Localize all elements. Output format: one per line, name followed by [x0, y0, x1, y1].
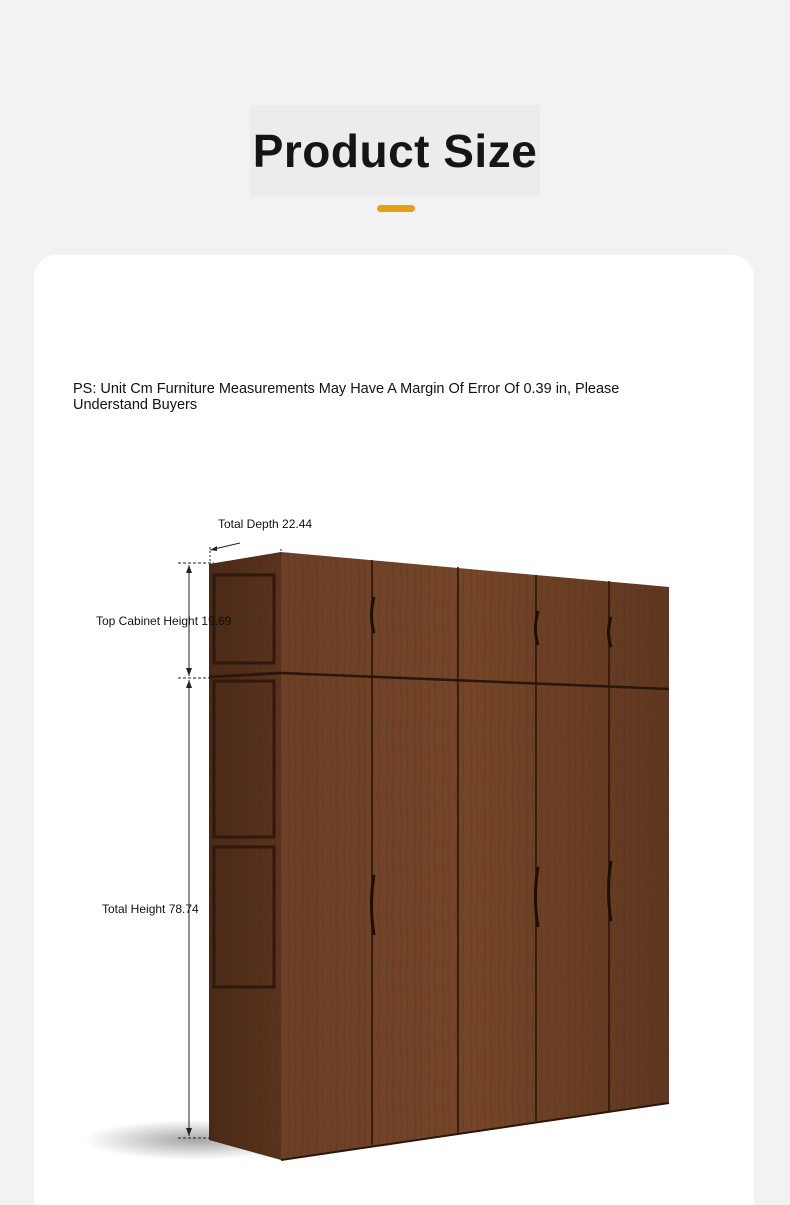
depth-label: Total Depth 22.44 [218, 517, 313, 531]
wardrobe-dimension-figure [34, 255, 754, 1205]
measurement-note: PS: Unit Cm Furniture Measurements May Have A Margin Of Error Of 0.39 in, Please Understand Buyers [73, 381, 620, 413]
title-backdrop [250, 105, 540, 197]
total-height-label: Total Height 78.74 [102, 902, 199, 916]
product-card [34, 255, 754, 1205]
page-title: Product Size [252, 125, 538, 177]
wardrobe-front [281, 552, 669, 1160]
title-accent-bar [377, 205, 415, 212]
total-height-dimension [102, 680, 214, 1138]
top-cabinet-label: Top Cabinet Height 19.69 [96, 614, 232, 628]
wardrobe-side-panel [209, 552, 281, 1160]
